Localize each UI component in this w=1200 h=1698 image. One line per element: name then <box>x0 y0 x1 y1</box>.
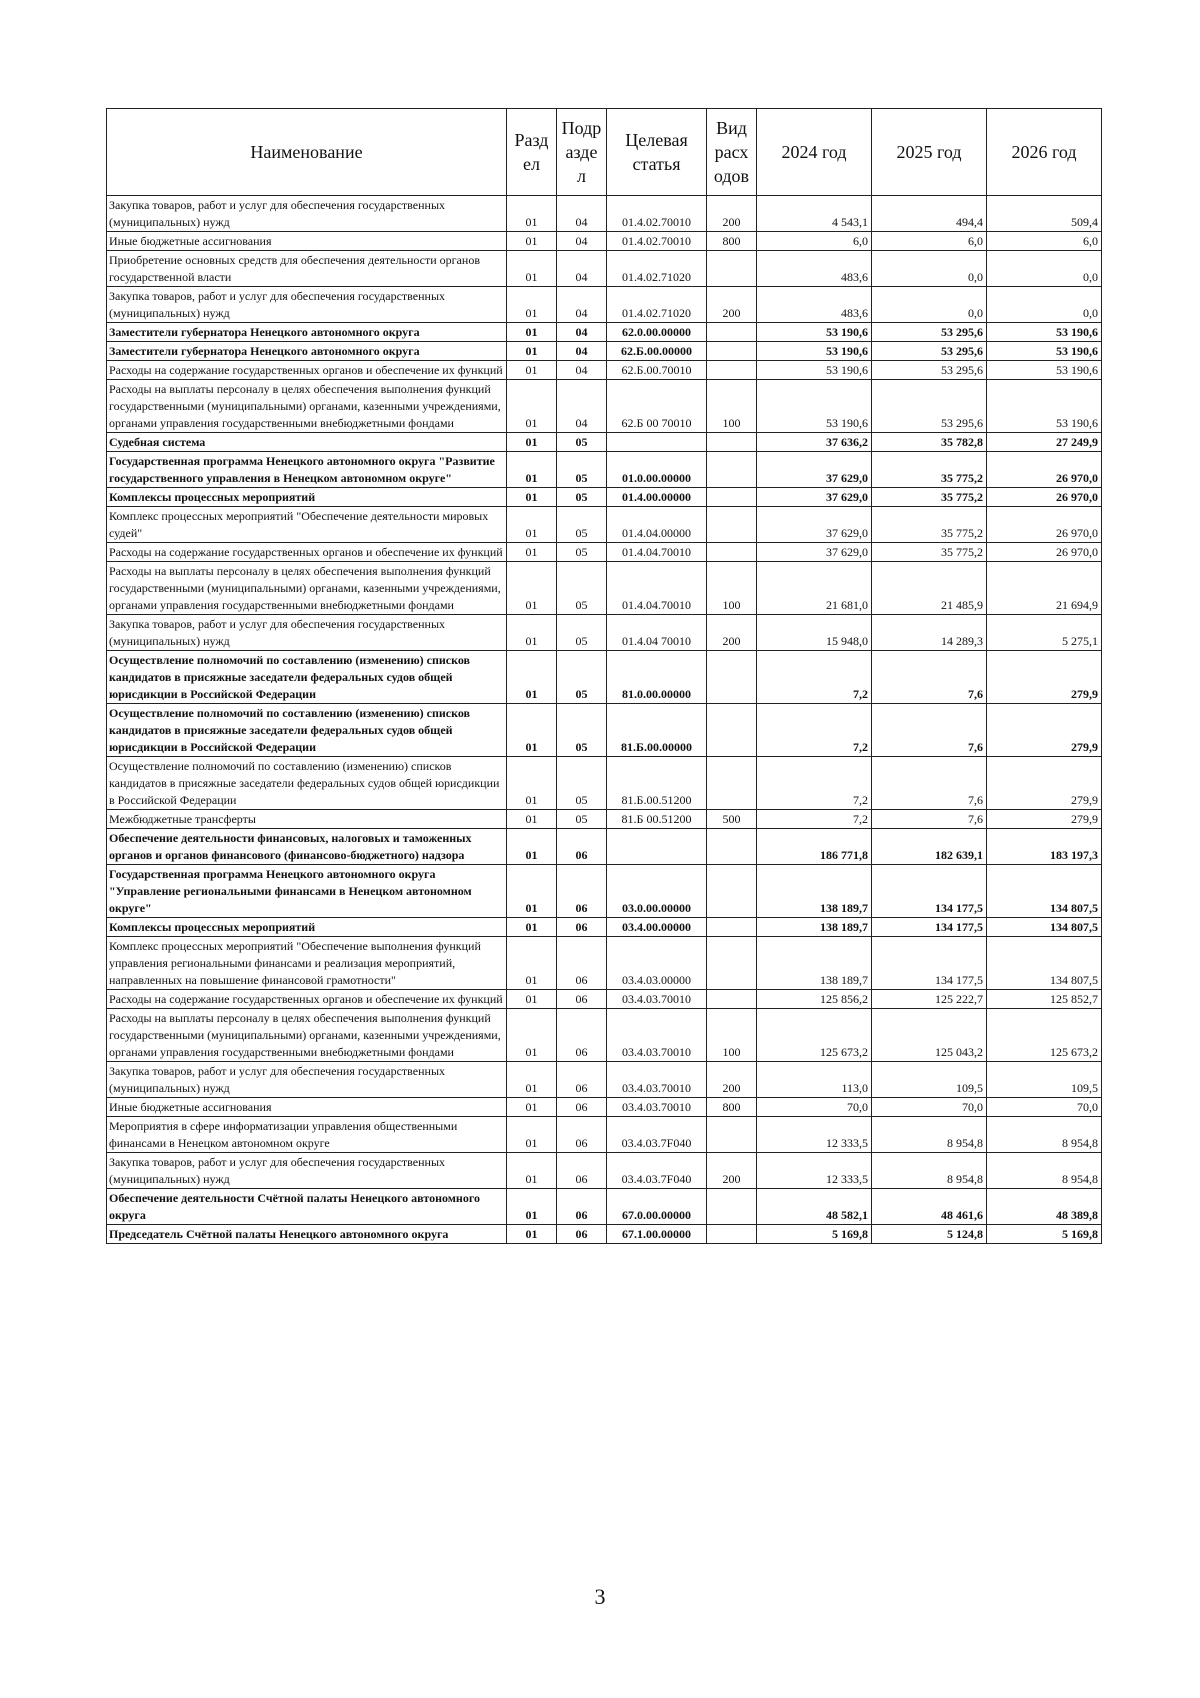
row-statya: 01.4.02.70010 <box>607 196 707 232</box>
row-2026: 279,9 <box>987 810 1102 829</box>
row-razdel: 01 <box>507 937 557 990</box>
row-podrazdel: 05 <box>557 615 607 651</box>
row-name: Обеспечение деятельности Счётной палаты Ненецкого автономного округа <box>107 1189 507 1225</box>
row-vid: 200 <box>707 196 757 232</box>
header-vid: Вид расх одов <box>707 109 757 196</box>
row-2024: 37 629,0 <box>757 452 872 488</box>
row-podrazdel: 05 <box>557 757 607 810</box>
row-statya: 81.Б 00.51200 <box>607 810 707 829</box>
row-podrazdel: 06 <box>557 829 607 865</box>
table-row <box>107 829 1102 865</box>
row-vid <box>707 507 757 543</box>
row-statya: 62.0.00.00000 <box>607 323 707 342</box>
row-razdel: 01 <box>507 1009 557 1062</box>
row-statya: 81.Б.00.51200 <box>607 757 707 810</box>
row-razdel: 01 <box>507 251 557 287</box>
row-2024: 113,0 <box>757 1062 872 1098</box>
row-razdel: 01 <box>507 380 557 433</box>
row-2026: 70,0 <box>987 1098 1102 1117</box>
row-statya: 03.4.03.00000 <box>607 937 707 990</box>
table-row <box>107 615 1102 651</box>
row-2025: 35 775,2 <box>872 452 987 488</box>
row-vid <box>707 361 757 380</box>
row-2025: 109,5 <box>872 1062 987 1098</box>
row-podrazdel: 06 <box>557 918 607 937</box>
row-vid: 200 <box>707 1062 757 1098</box>
row-statya: 03.4.03.70010 <box>607 1062 707 1098</box>
row-vid: 100 <box>707 1009 757 1062</box>
row-podrazdel: 06 <box>557 1117 607 1153</box>
table-row <box>107 757 1102 810</box>
row-2026: 53 190,6 <box>987 342 1102 361</box>
row-vid <box>707 990 757 1009</box>
row-razdel: 01 <box>507 1117 557 1153</box>
row-vid: 500 <box>707 810 757 829</box>
row-podrazdel: 04 <box>557 232 607 251</box>
row-2024: 53 190,6 <box>757 323 872 342</box>
row-name: Комплекс процессных мероприятий "Обеспечение выполнения функций управления региональными финансами и реализация мероприятий, направленных на повышение финансовой грамотности" <box>107 937 507 990</box>
row-vid: 100 <box>707 562 757 615</box>
row-razdel: 01 <box>507 562 557 615</box>
row-statya: 81.Б.00.00000 <box>607 704 707 757</box>
row-2026: 21 694,9 <box>987 562 1102 615</box>
row-name: Заместители губернатора Ненецкого автономного округа <box>107 342 507 361</box>
row-2026: 53 190,6 <box>987 361 1102 380</box>
row-razdel: 01 <box>507 342 557 361</box>
row-name: Заместители губернатора Ненецкого автономного округа <box>107 323 507 342</box>
row-podrazdel: 06 <box>557 865 607 918</box>
row-2024: 125 856,2 <box>757 990 872 1009</box>
row-podrazdel: 05 <box>557 704 607 757</box>
row-statya: 01.4.04 70010 <box>607 615 707 651</box>
table-row <box>107 196 1102 232</box>
row-2026: 26 970,0 <box>987 452 1102 488</box>
header-razdel: Разд ел <box>507 109 557 196</box>
row-vid <box>707 543 757 562</box>
row-vid <box>707 757 757 810</box>
page-number: 3 <box>594 1584 606 1609</box>
row-vid <box>707 1117 757 1153</box>
row-2025: 7,6 <box>872 651 987 704</box>
row-name: Комплекс процессных мероприятий "Обеспечение деятельности мировых судей" <box>107 507 507 543</box>
budget-table <box>106 108 1102 1244</box>
row-2025: 7,6 <box>872 704 987 757</box>
table-body <box>107 196 1102 1244</box>
row-2026: 53 190,6 <box>987 380 1102 433</box>
row-razdel: 01 <box>507 990 557 1009</box>
row-2024: 53 190,6 <box>757 380 872 433</box>
row-razdel: 01 <box>507 1225 557 1244</box>
row-2026: 5 275,1 <box>987 615 1102 651</box>
row-2024: 37 636,2 <box>757 433 872 452</box>
row-2026: 109,5 <box>987 1062 1102 1098</box>
row-2026: 0,0 <box>987 287 1102 323</box>
row-razdel: 01 <box>507 452 557 488</box>
row-2025: 70,0 <box>872 1098 987 1117</box>
row-2024: 5 169,8 <box>757 1225 872 1244</box>
row-statya: 03.4.03.7F040 <box>607 1153 707 1189</box>
row-statya: 01.4.04.00000 <box>607 507 707 543</box>
row-statya: 67.0.00.00000 <box>607 1189 707 1225</box>
table-row <box>107 433 1102 452</box>
table-row <box>107 488 1102 507</box>
row-2026: 48 389,8 <box>987 1189 1102 1225</box>
row-2026: 134 807,5 <box>987 937 1102 990</box>
row-name: Закупка товаров, работ и услуг для обеспечения государственных (муниципальных) нужд <box>107 615 507 651</box>
row-vid <box>707 704 757 757</box>
row-razdel: 01 <box>507 323 557 342</box>
row-razdel: 01 <box>507 287 557 323</box>
row-2025: 182 639,1 <box>872 829 987 865</box>
row-razdel: 01 <box>507 865 557 918</box>
table-row <box>107 937 1102 990</box>
row-2024: 138 189,7 <box>757 937 872 990</box>
row-name: Закупка товаров, работ и услуг для обеспечения государственных (муниципальных) нужд <box>107 287 507 323</box>
row-2025: 7,6 <box>872 810 987 829</box>
row-2025: 21 485,9 <box>872 562 987 615</box>
row-name: Комплексы процессных мероприятий <box>107 488 507 507</box>
row-vid: 200 <box>707 615 757 651</box>
row-vid <box>707 323 757 342</box>
row-2025: 8 954,8 <box>872 1153 987 1189</box>
row-razdel: 01 <box>507 507 557 543</box>
row-2024: 7,2 <box>757 757 872 810</box>
row-2024: 483,6 <box>757 287 872 323</box>
row-name: Межбюджетные трансферты <box>107 810 507 829</box>
row-podrazdel: 05 <box>557 651 607 704</box>
row-2025: 0,0 <box>872 287 987 323</box>
row-name: Осуществление полномочий по составлению (изменению) списков кандидатов в присяжные заседатели федеральных судов общей юрисдикции в Российской Федерации <box>107 704 507 757</box>
row-vid <box>707 342 757 361</box>
table-header <box>107 109 1102 196</box>
row-2025: 0,0 <box>872 251 987 287</box>
row-name: Закупка товаров, работ и услуг для обеспечения государственных (муниципальных) нужд <box>107 1153 507 1189</box>
row-razdel: 01 <box>507 810 557 829</box>
row-name: Мероприятия в сфере информатизации управления общественными финансами в Ненецком автономном округе <box>107 1117 507 1153</box>
row-podrazdel: 06 <box>557 1062 607 1098</box>
row-statya <box>607 829 707 865</box>
row-2025: 35 775,2 <box>872 507 987 543</box>
row-name: Расходы на содержание государственных органов и обеспечение их функций <box>107 543 507 562</box>
row-2025: 53 295,6 <box>872 342 987 361</box>
row-2024: 6,0 <box>757 232 872 251</box>
table-row <box>107 1225 1102 1244</box>
row-statya <box>607 433 707 452</box>
row-name: Государственная программа Ненецкого автономного округа "Развитие государственного управления в Ненецком автономном округе" <box>107 452 507 488</box>
header-2024: 2024 год <box>757 109 872 196</box>
row-razdel: 01 <box>507 757 557 810</box>
row-vid <box>707 829 757 865</box>
row-2025: 35 775,2 <box>872 488 987 507</box>
row-razdel: 01 <box>507 543 557 562</box>
row-podrazdel: 05 <box>557 452 607 488</box>
row-razdel: 01 <box>507 651 557 704</box>
row-razdel: 01 <box>507 488 557 507</box>
row-2026: 53 190,6 <box>987 323 1102 342</box>
row-2025: 5 124,8 <box>872 1225 987 1244</box>
table-row <box>107 251 1102 287</box>
row-vid <box>707 251 757 287</box>
row-name: Государственная программа Ненецкого автономного округа "Управление региональными финансами в Ненецком автономном округе" <box>107 865 507 918</box>
row-2024: 48 582,1 <box>757 1189 872 1225</box>
row-2024: 7,2 <box>757 810 872 829</box>
row-razdel: 01 <box>507 615 557 651</box>
row-name: Приобретение основных средств для обеспечения деятельности органов государственной власти <box>107 251 507 287</box>
row-podrazdel: 04 <box>557 251 607 287</box>
table-row <box>107 1062 1102 1098</box>
row-name: Осуществление полномочий по составлению (изменению) списков кандидатов в присяжные заседатели федеральных судов общей юрисдикции в Российской Федерации <box>107 651 507 704</box>
row-2025: 7,6 <box>872 757 987 810</box>
row-statya: 01.4.04.70010 <box>607 562 707 615</box>
row-vid: 800 <box>707 232 757 251</box>
row-2025: 53 295,6 <box>872 380 987 433</box>
row-podrazdel: 06 <box>557 990 607 1009</box>
table-row <box>107 1117 1102 1153</box>
row-podrazdel: 06 <box>557 937 607 990</box>
row-2024: 70,0 <box>757 1098 872 1117</box>
row-name: Закупка товаров, работ и услуг для обеспечения государственных (муниципальных) нужд <box>107 1062 507 1098</box>
row-vid: 100 <box>707 380 757 433</box>
row-statya: 03.4.03.7F040 <box>607 1117 707 1153</box>
row-2026: 134 807,5 <box>987 865 1102 918</box>
row-vid <box>707 1225 757 1244</box>
row-razdel: 01 <box>507 1062 557 1098</box>
row-razdel: 01 <box>507 829 557 865</box>
table-row <box>107 1098 1102 1117</box>
row-2026: 27 249,9 <box>987 433 1102 452</box>
row-2024: 125 673,2 <box>757 1009 872 1062</box>
row-name: Расходы на выплаты персоналу в целях обеспечения выполнения функций государственными (муниципальными) органами, казенными учреждениями, органами управления государственными внебюджетными фондами <box>107 380 507 433</box>
row-podrazdel: 05 <box>557 810 607 829</box>
row-2025: 134 177,5 <box>872 865 987 918</box>
row-2024: 21 681,0 <box>757 562 872 615</box>
row-razdel: 01 <box>507 196 557 232</box>
row-statya: 01.4.02.71020 <box>607 287 707 323</box>
row-statya: 01.4.04.70010 <box>607 543 707 562</box>
row-2025: 8 954,8 <box>872 1117 987 1153</box>
table-row <box>107 810 1102 829</box>
row-podrazdel: 04 <box>557 196 607 232</box>
row-2024: 37 629,0 <box>757 507 872 543</box>
row-2024: 138 189,7 <box>757 865 872 918</box>
row-statya: 01.4.02.70010 <box>607 232 707 251</box>
table-row <box>107 918 1102 937</box>
row-podrazdel: 04 <box>557 323 607 342</box>
table-row <box>107 865 1102 918</box>
row-razdel: 01 <box>507 918 557 937</box>
header-2026: 2026 год <box>987 109 1102 196</box>
table-row <box>107 1189 1102 1225</box>
row-2026: 8 954,8 <box>987 1117 1102 1153</box>
row-2026: 279,9 <box>987 757 1102 810</box>
row-2026: 26 970,0 <box>987 488 1102 507</box>
row-name: Расходы на содержание государственных органов и обеспечение их функций <box>107 361 507 380</box>
row-2025: 494,4 <box>872 196 987 232</box>
row-name: Председатель Счётной палаты Ненецкого автономного округа <box>107 1225 507 1244</box>
row-2025: 35 782,8 <box>872 433 987 452</box>
row-2025: 35 775,2 <box>872 543 987 562</box>
table-row <box>107 380 1102 433</box>
row-vid: 200 <box>707 1153 757 1189</box>
row-podrazdel: 05 <box>557 562 607 615</box>
row-2025: 14 289,3 <box>872 615 987 651</box>
row-2024: 4 543,1 <box>757 196 872 232</box>
table-row <box>107 507 1102 543</box>
row-2025: 53 295,6 <box>872 361 987 380</box>
table-row <box>107 1153 1102 1189</box>
row-2024: 15 948,0 <box>757 615 872 651</box>
row-name: Иные бюджетные ассигнования <box>107 232 507 251</box>
row-2026: 125 673,2 <box>987 1009 1102 1062</box>
header-podrazdel: Подр азде л <box>557 109 607 196</box>
row-name: Комплексы процессных мероприятий <box>107 918 507 937</box>
row-vid <box>707 488 757 507</box>
row-2024: 12 333,5 <box>757 1117 872 1153</box>
row-2025: 134 177,5 <box>872 937 987 990</box>
row-statya: 03.0.00.00000 <box>607 865 707 918</box>
row-2024: 186 771,8 <box>757 829 872 865</box>
row-2024: 37 629,0 <box>757 543 872 562</box>
row-vid <box>707 433 757 452</box>
row-name: Закупка товаров, работ и услуг для обеспечения государственных (муниципальных) нужд <box>107 196 507 232</box>
row-vid: 200 <box>707 287 757 323</box>
row-statya: 01.0.00.00000 <box>607 452 707 488</box>
row-2025: 125 222,7 <box>872 990 987 1009</box>
row-podrazdel: 05 <box>557 433 607 452</box>
row-statya: 62.Б.00.00000 <box>607 342 707 361</box>
row-razdel: 01 <box>507 1153 557 1189</box>
row-podrazdel: 06 <box>557 1009 607 1062</box>
row-2026: 5 169,8 <box>987 1225 1102 1244</box>
row-statya: 01.4.02.71020 <box>607 251 707 287</box>
header-2025: 2025 год <box>872 109 987 196</box>
row-statya: 01.4.00.00000 <box>607 488 707 507</box>
row-2025: 125 043,2 <box>872 1009 987 1062</box>
row-razdel: 01 <box>507 232 557 251</box>
row-vid <box>707 1189 757 1225</box>
row-name: Расходы на содержание государственных органов и обеспечение их функций <box>107 990 507 1009</box>
header-name: Наименование <box>107 109 507 196</box>
row-name: Расходы на выплаты персоналу в целях обеспечения выполнения функций государственными (муниципальными) органами, казенными учреждениями, органами управления государственными внебюджетными фондами <box>107 562 507 615</box>
table-row <box>107 1009 1102 1062</box>
row-2024: 138 189,7 <box>757 918 872 937</box>
row-name: Иные бюджетные ассигнования <box>107 1098 507 1117</box>
row-statya: 81.0.00.00000 <box>607 651 707 704</box>
table-row <box>107 232 1102 251</box>
row-podrazdel: 04 <box>557 380 607 433</box>
table-row <box>107 287 1102 323</box>
row-razdel: 01 <box>507 1098 557 1117</box>
row-statya: 03.4.03.70010 <box>607 1009 707 1062</box>
row-name: Обеспечение деятельности финансовых, налоговых и таможенных органов и органов финансового (финансово-бюджетного) надзора <box>107 829 507 865</box>
row-vid <box>707 452 757 488</box>
row-2024: 7,2 <box>757 651 872 704</box>
row-2026: 134 807,5 <box>987 918 1102 937</box>
row-2026: 26 970,0 <box>987 507 1102 543</box>
row-razdel: 01 <box>507 361 557 380</box>
table-row <box>107 651 1102 704</box>
row-statya: 03.4.00.00000 <box>607 918 707 937</box>
row-podrazdel: 06 <box>557 1189 607 1225</box>
table-row <box>107 361 1102 380</box>
row-podrazdel: 04 <box>557 361 607 380</box>
row-2026: 509,4 <box>987 196 1102 232</box>
row-razdel: 01 <box>507 1189 557 1225</box>
row-2026: 183 197,3 <box>987 829 1102 865</box>
row-podrazdel: 05 <box>557 488 607 507</box>
table-row <box>107 323 1102 342</box>
row-2026: 26 970,0 <box>987 543 1102 562</box>
row-name: Расходы на выплаты персоналу в целях обеспечения выполнения функций государственными (муниципальными) органами, казенными учреждениями, органами управления государственными внебюджетными фондами <box>107 1009 507 1062</box>
table-row <box>107 452 1102 488</box>
row-2026: 8 954,8 <box>987 1153 1102 1189</box>
row-2024: 53 190,6 <box>757 342 872 361</box>
row-podrazdel: 06 <box>557 1153 607 1189</box>
row-vid <box>707 937 757 990</box>
row-razdel: 01 <box>507 704 557 757</box>
row-2025: 48 461,6 <box>872 1189 987 1225</box>
row-2026: 279,9 <box>987 651 1102 704</box>
row-vid <box>707 865 757 918</box>
row-vid <box>707 918 757 937</box>
row-2026: 0,0 <box>987 251 1102 287</box>
row-2026: 125 852,7 <box>987 990 1102 1009</box>
table-row <box>107 342 1102 361</box>
row-statya: 03.4.03.70010 <box>607 990 707 1009</box>
row-podrazdel: 04 <box>557 287 607 323</box>
row-statya: 62.Б 00 70010 <box>607 380 707 433</box>
row-2024: 37 629,0 <box>757 488 872 507</box>
row-2024: 12 333,5 <box>757 1153 872 1189</box>
row-statya: 67.1.00.00000 <box>607 1225 707 1244</box>
row-2024: 53 190,6 <box>757 361 872 380</box>
row-2026: 279,9 <box>987 704 1102 757</box>
row-podrazdel: 05 <box>557 543 607 562</box>
row-vid <box>707 651 757 704</box>
row-2025: 6,0 <box>872 232 987 251</box>
row-podrazdel: 04 <box>557 342 607 361</box>
table-row <box>107 704 1102 757</box>
row-2024: 483,6 <box>757 251 872 287</box>
row-2024: 7,2 <box>757 704 872 757</box>
row-vid: 800 <box>707 1098 757 1117</box>
row-podrazdel: 05 <box>557 507 607 543</box>
row-statya: 62.Б.00.70010 <box>607 361 707 380</box>
table-row <box>107 543 1102 562</box>
row-name: Осуществление полномочий по составлению (изменению) списков кандидатов в присяжные заседатели федеральных судов общей юрисдикции в Российской Федерации <box>107 757 507 810</box>
row-2025: 134 177,5 <box>872 918 987 937</box>
row-2025: 53 295,6 <box>872 323 987 342</box>
row-razdel: 01 <box>507 433 557 452</box>
table-row <box>107 562 1102 615</box>
row-podrazdel: 06 <box>557 1225 607 1244</box>
row-name: Судебная система <box>107 433 507 452</box>
row-statya: 03.4.03.70010 <box>607 1098 707 1117</box>
row-podrazdel: 06 <box>557 1098 607 1117</box>
table-row <box>107 990 1102 1009</box>
header-statya: Целевая статья <box>607 109 707 196</box>
row-2026: 6,0 <box>987 232 1102 251</box>
